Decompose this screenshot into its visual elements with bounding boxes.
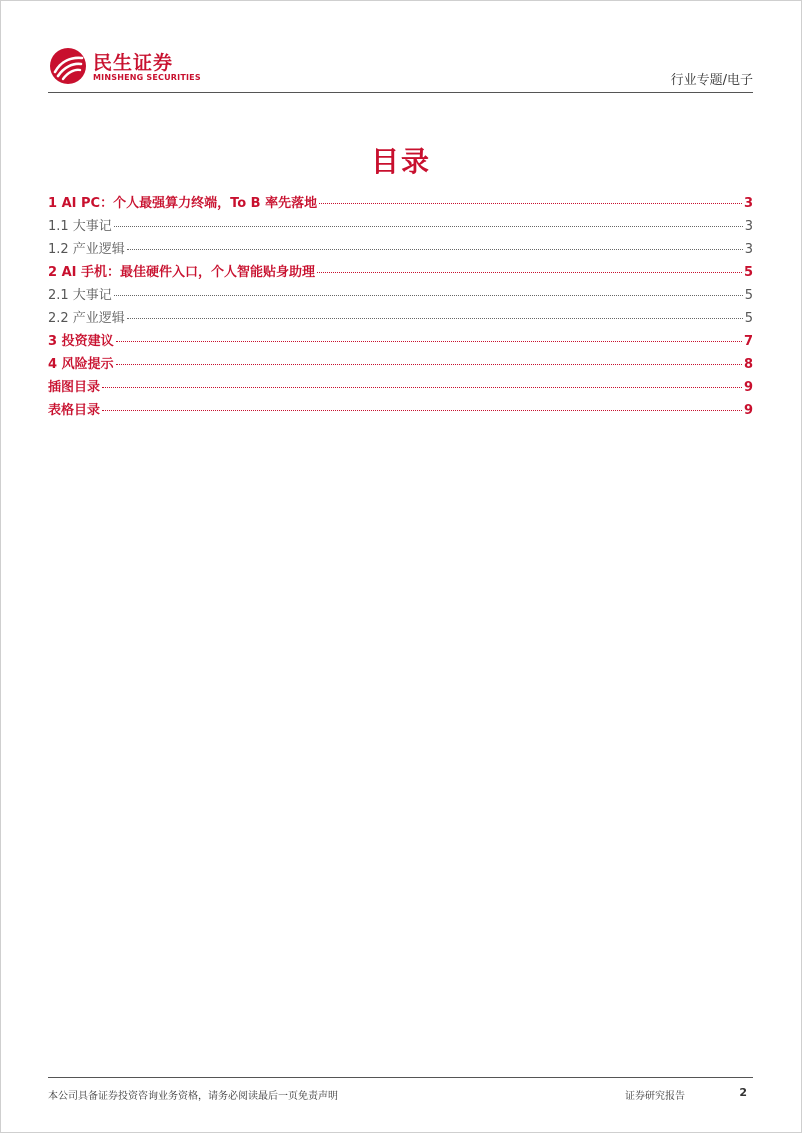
toc-dot-leader [114, 226, 743, 227]
toc-entry-label: 4 风险提示 [48, 357, 114, 372]
toc-entry-page: 3 [744, 219, 753, 234]
logo-chinese-name: 民生证券 [93, 52, 174, 74]
page-number: 2 [739, 1086, 747, 1099]
toc-entry[interactable] [48, 399, 753, 422]
toc-entry[interactable] [48, 192, 753, 215]
toc-title: 目录 [370, 145, 431, 178]
toc-dot-leader [317, 272, 742, 273]
toc-entry-label: 2.2 产业逻辑 [48, 311, 125, 326]
toc-dot-leader [114, 295, 743, 296]
toc-entry-page: 5 [744, 288, 753, 303]
footer-report-type: 证券研究报告 [625, 1091, 685, 1102]
toc-entry[interactable] [48, 238, 753, 261]
toc-dot-leader [127, 249, 743, 250]
toc-entry[interactable] [48, 215, 753, 238]
toc-entry-label: 1 AI PC：个人最强算力终端，To B 率先落地 [48, 196, 318, 211]
toc-entry-page: 9 [743, 403, 753, 418]
toc-entry-page: 5 [744, 311, 753, 326]
toc-dot-leader [127, 318, 743, 319]
footer-divider [48, 1077, 753, 1078]
toc-entry-label: 1.2 产业逻辑 [48, 242, 125, 257]
header-category: 行业专题/电子 [670, 73, 753, 88]
logo-english-name: MINSHENG SECURITIES [93, 73, 201, 82]
toc-entry[interactable] [48, 376, 753, 399]
company-logo [49, 47, 199, 87]
toc-entry[interactable] [48, 284, 753, 307]
toc-entry-page: 5 [743, 265, 753, 280]
toc-dot-leader [319, 203, 742, 204]
toc-entry-page: 3 [744, 242, 753, 257]
toc-entry[interactable] [48, 330, 753, 353]
toc-entry[interactable] [48, 261, 753, 284]
toc-entry-label: 表格目录 [48, 403, 101, 418]
toc-entry-page: 3 [743, 196, 753, 211]
toc-entry-label: 2.1 大事记 [48, 288, 112, 303]
toc-entry-page: 7 [743, 334, 753, 349]
toc-dot-leader [116, 341, 742, 342]
toc-dot-leader [116, 364, 742, 365]
toc-entry-label: 1.1 大事记 [48, 219, 112, 234]
toc-entry[interactable] [48, 307, 753, 330]
header-divider [48, 92, 753, 93]
toc-dot-leader [102, 387, 742, 388]
toc-entry-page: 8 [743, 357, 753, 372]
table-of-contents [48, 192, 753, 422]
toc-entry-page: 9 [743, 380, 753, 395]
toc-entry[interactable] [48, 353, 753, 376]
toc-entry-label: 插图目录 [48, 380, 101, 395]
toc-entry-label: 2 AI 手机：最佳硬件入口，个人智能贴身助理 [48, 265, 315, 280]
minsheng-logo-icon [49, 47, 87, 85]
toc-entry-label: 3 投资建议 [48, 334, 114, 349]
footer-disclaimer: 本公司具备证券投资咨询业务资格，请务必阅读最后一页免责声明 [48, 1091, 338, 1102]
toc-dot-leader [102, 410, 742, 411]
